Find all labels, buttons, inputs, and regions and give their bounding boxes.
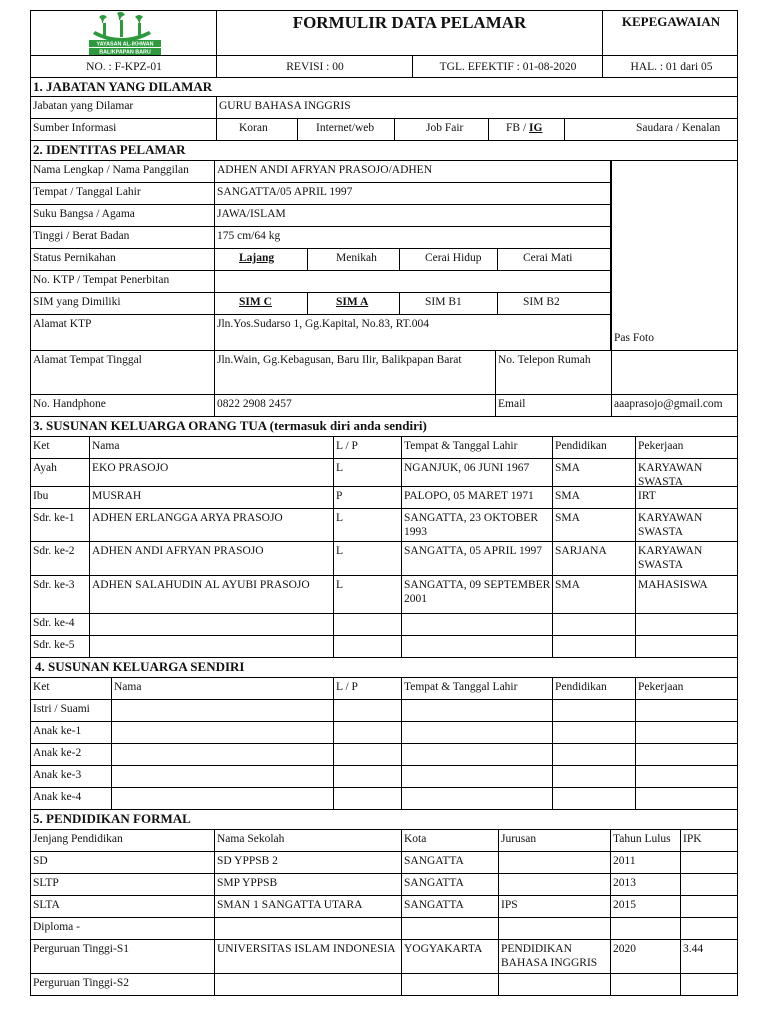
education-row [30,974,738,996]
doc-page: HAL. : 01 dari 05 [602,56,739,77]
family-row [30,788,738,810]
table-cell[interactable] [635,614,739,635]
column-header: Tempat & Tanggal Lahir [401,437,552,458]
option-saudara: Saudara / Kenalan [636,122,721,134]
row-label: Perguruan Tinggi-S2 [33,977,129,989]
form-page [30,10,738,996]
row-label: Anak ke-3 [33,769,82,781]
checkbox-saudara[interactable] [564,119,634,140]
svg-text:YAYASAN AL-IKHWAN: YAYASAN AL-IKHWAN [96,41,154,48]
alamat-tinggal-value[interactable]: Jln.Wain, Gg.Kebagusan, Baru Ilir, Balikpapan Barat [214,351,495,394]
email-value[interactable]: aaaprasojo@gmail.com [611,395,739,416]
table-cell[interactable] [635,788,739,809]
row-label: Sdr. ke-5 [33,639,75,651]
option-sim-b1: SIM B1 [425,296,462,308]
table-cell[interactable] [401,636,552,657]
table-cell[interactable]: MUSRAH [89,487,333,508]
checkbox-sim-a[interactable] [307,293,334,314]
telp-rumah-label: No. Telepon Rumah [495,351,611,394]
table-header-row [30,830,738,852]
checkbox-fb[interactable] [488,119,503,140]
family-row [30,636,738,658]
table-cell[interactable] [635,744,739,765]
table-cell[interactable]: MAHASISWA [635,576,739,613]
table-cell[interactable]: SMA [552,459,635,486]
form-title: FORMULIR DATA PELAMAR [216,11,602,55]
column-header: Nama Sekolah [214,830,401,851]
table-cell[interactable]: SARJANA [552,542,635,575]
table-cell[interactable] [552,614,635,635]
row-label: Diploma - [33,921,80,933]
field-label: Tinggi / Berat Badan [33,230,130,242]
email-label: Email [495,395,611,416]
field-label: Alamat Tempat Tinggal [33,354,142,366]
column-header: Nama [89,437,333,458]
table-cell[interactable] [680,896,739,917]
table-cell[interactable] [401,974,498,995]
option-internet: Internet/web [316,122,374,134]
column-header: Pendidikan [552,678,635,699]
form-header [30,10,738,56]
table-cell[interactable] [333,766,401,787]
alamat-ktp-value[interactable]: Jln.Yos.Sudarso 1, Gg.Kapital, No.83, RT.004 [214,315,611,350]
row-label: Anak ke-2 [33,747,82,759]
table-cell[interactable]: IRT [635,487,739,508]
family-row [30,459,738,487]
checkbox-internet[interactable] [297,119,314,140]
section-2-title: 2. IDENTITAS PELAMAR [33,142,186,157]
table-cell[interactable] [111,788,333,809]
doc-effective-date: TGL. EFEKTIF : 01-08-2020 [412,56,602,77]
column-header: Ket [33,681,50,693]
table-cell[interactable]: EKO PRASOJO [89,459,333,486]
option-ig: IG [529,122,543,134]
table-cell[interactable] [498,974,610,995]
section-5 [30,810,738,830]
section-1 [30,78,738,97]
yayasan-logo [31,11,216,55]
suku-value[interactable]: JAWA/ISLAM [214,205,611,226]
option-sim-a: SIM A [336,296,369,308]
nama-value[interactable]: ADHEN ANDI AFRYAN PRASOJO/ADHEN [214,161,611,182]
doc-number: NO. : F-KPZ-01 [86,61,162,73]
table-cell[interactable] [333,636,401,657]
doc-revision: REVISI : 00 [216,56,412,77]
row-label: SLTP [33,877,59,889]
section-1-title: 1. JABATAN YANG DILAMAR [33,79,213,94]
column-header: L / P [333,678,401,699]
row-label: Anak ke-1 [33,725,82,737]
pas-foto-label: Pas Foto [614,332,654,344]
family-row [30,509,738,542]
checkbox-jobfair[interactable] [394,119,424,140]
section-4-title: 4. SUSUNAN KELUARGA SENDIRI [35,659,245,674]
table-cell[interactable]: L [333,542,401,575]
table-cell[interactable]: PALOPO, 05 MARET 1971 [401,487,552,508]
row-label: Sdr. ke-4 [33,617,75,629]
table-cell[interactable]: ADHEN SALAHUDIN AL AYUBI PRASOJO [89,576,333,613]
row-label: SD [33,855,48,867]
table-cell[interactable]: L [333,576,401,613]
table-cell[interactable]: L [333,459,401,486]
option-menikah: Menikah [336,252,377,264]
column-header: Tempat & Tanggal Lahir [401,678,552,699]
family-row [30,614,738,636]
table-cell[interactable] [214,918,401,939]
table-cell[interactable] [552,788,635,809]
table-cell[interactable] [333,700,401,721]
column-header: Pendidikan [552,437,635,458]
table-cell[interactable] [111,722,333,743]
field-label: Nama Lengkap / Nama Panggilan [33,164,189,176]
column-header: Jenjang Pendidikan [33,833,123,845]
table-cell[interactable]: SMAN 1 SANGATTA UTARA [214,896,401,917]
table-cell[interactable] [89,636,333,657]
table-cell[interactable]: 2020 [610,940,680,973]
table-cell[interactable]: 2015 [610,896,680,917]
field-label: Jabatan yang Dilamar [33,100,134,112]
table-cell[interactable]: NGANJUK, 06 JUNI 1967 [401,459,552,486]
telp-rumah-value[interactable] [611,351,739,394]
checkbox-sim-c[interactable] [214,293,236,314]
option-jobfair: Job Fair [426,122,464,134]
section-4 [30,658,738,678]
table-cell[interactable] [498,874,610,895]
pas-foto-box [611,161,738,351]
row-label: Sdr. ke-3 [33,579,75,591]
table-cell[interactable] [635,722,739,743]
table-cell[interactable] [401,766,552,787]
doc-meta-row [30,56,738,78]
row-label: Istri / Suami [33,703,90,715]
option-cerai-hidup: Cerai Hidup [425,252,482,264]
section-3-title: 3. SUSUNAN KELUARGA ORANG TUA (termasuk diri anda sendiri) [33,418,427,433]
education-table [30,830,738,996]
field-label: No. KTP / Tempat Penerbitan [33,274,170,286]
section-5-title: 5. PENDIDIKAN FORMAL [33,811,191,826]
table-cell[interactable]: ADHEN ERLANGGA ARYA PRASOJO [89,509,333,541]
table-cell[interactable] [552,744,635,765]
option-sim-c: SIM C [239,296,272,308]
education-row [30,940,738,974]
table-cell[interactable] [498,852,610,873]
table-cell[interactable]: SANGATTA [401,874,498,895]
table-cell[interactable] [401,700,552,721]
table-header-row [30,678,738,700]
column-header: Nama [111,678,333,699]
column-header: IPK [680,830,739,851]
row-label: Sdr. ke-2 [33,545,75,557]
family-row [30,722,738,744]
table-cell[interactable]: P [333,487,401,508]
column-header: Ket [33,440,50,452]
table-cell[interactable] [552,700,635,721]
table-cell[interactable]: YOGYAKARTA [401,940,498,973]
table-cell[interactable]: SANGATTA, 05 APRIL 1997 [401,542,552,575]
table-cell[interactable]: SANGATTA, 23 OKTOBER 1993 [401,509,552,541]
table-cell[interactable]: PENDIDIKAN BAHASA INGGRIS [498,940,610,973]
table-cell[interactable] [89,614,333,635]
table-cell[interactable] [111,700,333,721]
column-header: Tahun Lulus [610,830,680,851]
education-row [30,852,738,874]
field-label: SIM yang Dimiliki [33,296,121,308]
family-parents-table [30,437,738,658]
column-header: Kota [401,830,498,851]
option-sim-b2: SIM B2 [523,296,560,308]
checkbox-cerai-hidup[interactable] [399,249,423,270]
table-cell[interactable]: KARYAWAN SWASTA [635,509,739,541]
family-row [30,766,738,788]
checkbox-lajang[interactable] [214,249,236,270]
table-cell[interactable] [635,636,739,657]
row-label: Anak ke-4 [33,791,82,803]
education-row [30,874,738,896]
table-cell[interactable]: 2011 [610,852,680,873]
row-label: Ayah [33,462,57,474]
table-cell[interactable] [552,636,635,657]
family-row [30,542,738,576]
table-cell[interactable] [680,852,739,873]
table-cell[interactable]: 2013 [610,874,680,895]
table-cell[interactable] [680,974,739,995]
table-cell[interactable]: ADHEN ANDI AFRYAN PRASOJO [89,542,333,575]
identity-block [30,161,738,395]
checkbox-koran[interactable] [216,119,236,140]
family-row [30,576,738,614]
table-cell[interactable] [552,766,635,787]
column-header: Pekerjaan [635,678,739,699]
table-cell[interactable] [214,974,401,995]
table-cell[interactable]: SANGATTA, 09 SEPTEMBER 2001 [401,576,552,613]
table-cell[interactable] [552,722,635,743]
table-cell[interactable] [635,766,739,787]
field-label: Alamat KTP [33,318,92,330]
checkbox-menikah[interactable] [307,249,334,270]
hp-value[interactable]: 0822 2908 2457 [214,395,495,416]
table-cell[interactable] [680,918,739,939]
checkbox-cerai-mati[interactable] [497,249,521,270]
table-cell[interactable] [610,918,680,939]
field-label: Sumber Informasi [33,122,117,134]
row-label: Ibu [33,490,49,502]
table-cell[interactable] [401,614,552,635]
ktp-value[interactable] [214,271,611,292]
field-label: Suku Bangsa / Agama [33,208,135,220]
table-header-row [30,437,738,459]
ttl-value[interactable]: SANGATTA/05 APRIL 1997 [214,183,611,204]
table-cell[interactable] [333,722,401,743]
table-cell[interactable] [401,788,552,809]
table-cell[interactable] [333,744,401,765]
table-cell[interactable] [333,788,401,809]
table-cell[interactable]: SMA [552,509,635,541]
column-header: L / P [333,437,401,458]
column-header: Pekerjaan [635,437,739,458]
education-row [30,918,738,940]
field-label: Status Pernikahan [33,252,116,264]
family-row [30,487,738,509]
education-row [30,896,738,918]
section-3 [30,417,738,437]
field-label: No. Handphone [33,398,106,410]
checkbox-sim-b1[interactable] [399,293,423,314]
table-cell[interactable]: SMA [552,487,635,508]
table-cell[interactable] [111,744,333,765]
family-own-table [30,678,738,810]
table-cell[interactable]: SMA [552,576,635,613]
table-cell[interactable]: L [333,509,401,541]
family-row [30,700,738,722]
table-cell[interactable]: IPS [498,896,610,917]
option-cerai-mati: Cerai Mati [523,252,573,264]
table-cell[interactable] [401,918,498,939]
field-label: Tempat / Tanggal Lahir [33,186,141,198]
family-row [30,744,738,766]
table-cell[interactable]: SMP YPPSB [214,874,401,895]
svg-text:BALIKPAPAN BARU: BALIKPAPAN BARU [99,49,151,56]
column-header: Jurusan [498,830,610,851]
option-lajang: Lajang [239,252,275,264]
jabatan-value[interactable]: GURU BAHASA INGGRIS [216,97,739,118]
table-cell[interactable] [635,700,739,721]
table-cell[interactable] [401,722,552,743]
table-cell[interactable]: SD YPPSB 2 [214,852,401,873]
table-cell[interactable]: SANGATTA [401,852,498,873]
table-cell[interactable] [401,744,552,765]
table-cell[interactable] [498,918,610,939]
row-label: Perguruan Tinggi-S1 [33,943,129,955]
section-2 [30,141,738,161]
table-cell[interactable] [333,614,401,635]
table-cell[interactable]: 3.44 [680,940,739,973]
table-cell[interactable] [680,874,739,895]
table-cell[interactable] [610,974,680,995]
option-koran: Koran [239,122,268,134]
department-label: KEPEGAWAIAN [602,11,739,55]
table-cell[interactable] [111,766,333,787]
row-label: SLTA [33,899,60,911]
checkbox-sim-b2[interactable] [497,293,521,314]
table-cell[interactable]: SANGATTA [401,896,498,917]
row-label: Sdr. ke-1 [33,512,75,524]
option-fb: FB / IG [506,122,543,134]
tinggi-value[interactable]: 175 cm/64 kg [214,227,611,248]
table-cell[interactable]: UNIVERSITAS ISLAM INDONESIA [214,940,401,973]
table-cell[interactable]: KARYAWAN SWASTA [635,459,739,486]
table-cell[interactable]: KARYAWAN SWASTA [635,542,739,575]
